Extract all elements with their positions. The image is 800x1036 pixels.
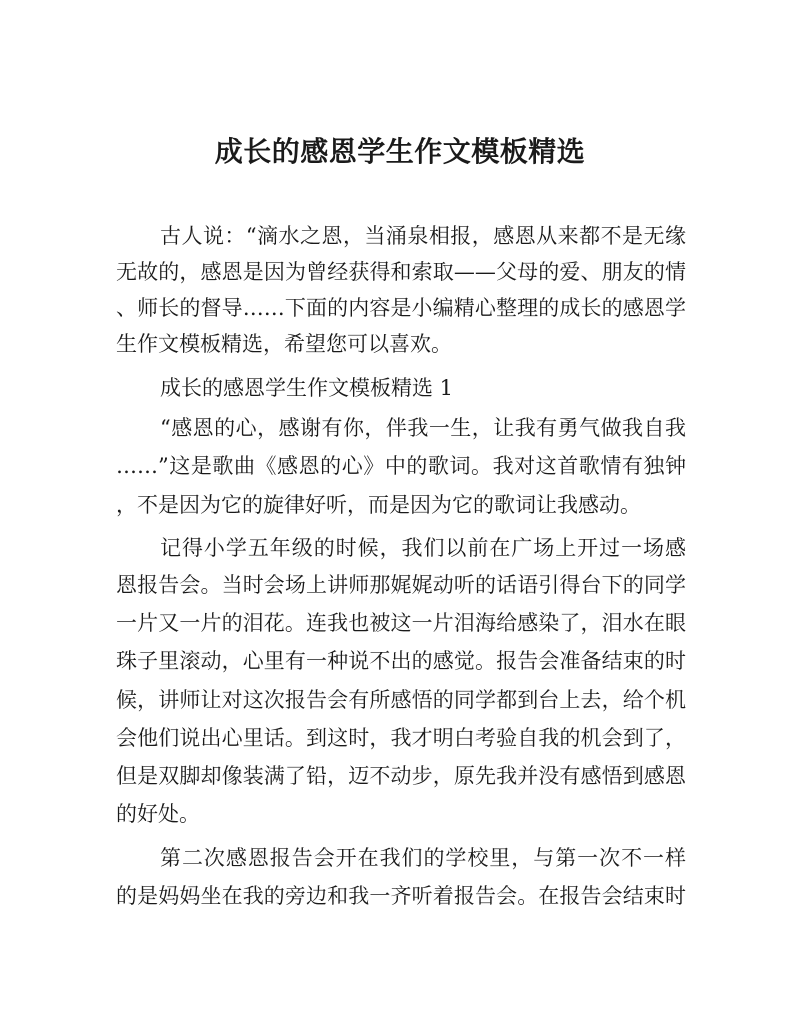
paragraph-line: 记得小学五年级的时候，我们以前在广场上开过一场感	[160, 536, 686, 560]
paragraph-line: 第二次感恩报告会开在我们的学校里，与第一次不一样	[160, 846, 686, 870]
paragraph-line: 、师长的督导……下面的内容是小编精心整理的成长的感恩学	[116, 296, 686, 320]
paragraph-line: 无故的，感恩是因为曾经获得和索取——父母的爱、朋友的情	[116, 260, 686, 284]
document-title: 成长的感恩学生作文模板精选	[214, 135, 586, 168]
paragraph-line: “感恩的心，感谢有你，伴我一生，让我有勇气做我自我	[160, 416, 686, 440]
paragraph-line: 的好处。	[116, 802, 200, 826]
paragraph-line: ，不是因为它的旋律好听，而是因为它的歌词让我感动。	[116, 493, 641, 517]
paragraph-line: 生作文模板精选，希望您可以喜欢。	[116, 332, 452, 356]
paragraph-line: 的是妈妈坐在我的旁边和我一齐听着报告会。在报告会结束时	[116, 884, 686, 908]
paragraph-line: 会他们说出心里话。到这时，我才明白考验自我的机会到了，	[116, 726, 686, 750]
section-heading: 成长的感恩学生作文模板精选 1	[160, 376, 454, 400]
paragraph-line: 一片又一片的泪花。连我也被这一片泪海给感染了，泪水在眼	[116, 611, 686, 635]
paragraph-line: 珠子里滚动，心里有一种说不出的感觉。报告会准备结束的时	[116, 649, 686, 673]
paragraph-line: ……”这是歌曲《感恩的心》中的歌词。我对这首歌情有独钟	[116, 454, 686, 478]
paragraph-line: 候，讲师让对这次报告会有所感悟的同学都到台上去，给个机	[116, 688, 686, 712]
paragraph-line: 古人说：“滴水之恩，当涌泉相报，感恩从来都不是无缘	[160, 224, 686, 248]
paragraph-line: 但是双脚却像装满了铅，迈不动步，原先我并没有感悟到感恩	[116, 764, 686, 788]
paragraph-line: 恩报告会。当时会场上讲师那娓娓动听的话语引得台下的同学	[116, 573, 686, 597]
